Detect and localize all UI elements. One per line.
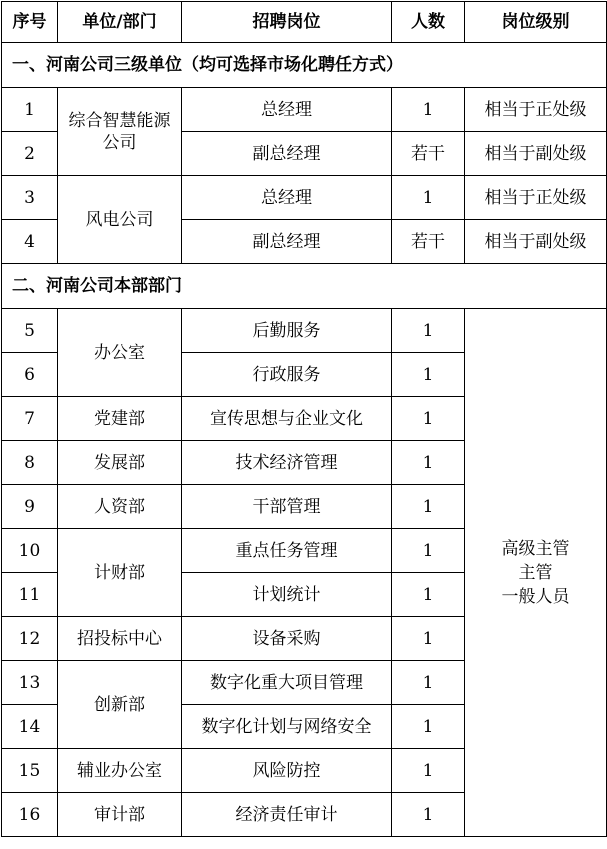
seq-cell: 1 [2,88,58,132]
count-cell: 1 [392,441,465,485]
unit-cell: 创新部 [58,661,182,749]
count-cell: 若干 [392,132,465,176]
count-cell: 1 [392,705,465,749]
unit-cell: 辅业办公室 [58,749,182,793]
count-cell: 1 [392,353,465,397]
position-cell: 总经理 [182,88,392,132]
level-cell: 相当于正处级 [465,88,607,132]
section-row [2,43,607,88]
count-cell: 1 [392,793,465,837]
count-cell: 1 [392,176,465,220]
header-row [2,2,607,43]
count-cell: 1 [392,661,465,705]
seq-cell: 8 [2,441,58,485]
position-cell: 数字化重大项目管理 [182,661,392,705]
unit-cell: 计财部 [58,529,182,617]
position-cell: 干部管理 [182,485,392,529]
count-cell: 1 [392,485,465,529]
position-cell: 设备采购 [182,617,392,661]
position-cell: 经济责任审计 [182,793,392,837]
count-cell: 1 [392,749,465,793]
position-cell: 风险防控 [182,749,392,793]
unit-cell: 综合智慧能源公司 [58,88,182,176]
seq-cell: 12 [2,617,58,661]
count-cell: 1 [392,617,465,661]
position-cell: 重点任务管理 [182,529,392,573]
level-cell: 相当于正处级 [465,176,607,220]
seq-cell: 13 [2,661,58,705]
header-level: 岗位级别 [465,2,607,43]
count-cell: 1 [392,573,465,617]
table-row [2,309,607,353]
seq-cell: 15 [2,749,58,793]
section-title: 一、河南公司三级单位（均可选择市场化聘任方式） [2,43,607,88]
header-unit: 单位/部门 [58,2,182,43]
count-cell: 1 [392,529,465,573]
position-cell: 副总经理 [182,132,392,176]
unit-cell: 发展部 [58,441,182,485]
section-row [2,264,607,309]
recruitment-table [1,1,607,837]
level-cell: 相当于副处级 [465,220,607,264]
level-line: 一般人员 [501,586,570,607]
level-cell-merged [465,309,607,837]
header-seq: 序号 [2,2,58,43]
seq-cell: 3 [2,176,58,220]
seq-cell: 4 [2,220,58,264]
count-cell: 1 [392,88,465,132]
seq-cell: 11 [2,573,58,617]
position-cell: 技术经济管理 [182,441,392,485]
seq-cell: 10 [2,529,58,573]
section-title: 二、河南公司本部部门 [2,264,607,309]
unit-cell: 办公室 [58,309,182,397]
seq-cell: 6 [2,353,58,397]
count-cell: 若干 [392,220,465,264]
unit-cell: 风电公司 [58,176,182,264]
unit-cell: 党建部 [58,397,182,441]
position-cell: 后勤服务 [182,309,392,353]
seq-cell: 14 [2,705,58,749]
position-cell: 总经理 [182,176,392,220]
position-cell: 宣传思想与企业文化 [182,397,392,441]
unit-cell: 招投标中心 [58,617,182,661]
seq-cell: 9 [2,485,58,529]
unit-cell: 人资部 [58,485,182,529]
table-row [2,176,607,220]
level-cell: 相当于副处级 [465,132,607,176]
seq-cell: 16 [2,793,58,837]
position-cell: 副总经理 [182,220,392,264]
unit-cell: 审计部 [58,793,182,837]
seq-cell: 2 [2,132,58,176]
count-cell: 1 [392,309,465,353]
count-cell: 1 [392,397,465,441]
header-position: 招聘岗位 [182,2,392,43]
level-line: 主管 [518,562,553,583]
seq-cell: 7 [2,397,58,441]
position-cell: 行政服务 [182,353,392,397]
table-row [2,88,607,132]
position-cell: 数字化计划与网络安全 [182,705,392,749]
header-count: 人数 [392,2,465,43]
position-cell: 计划统计 [182,573,392,617]
seq-cell: 5 [2,309,58,353]
level-line: 高级主管 [501,538,570,559]
